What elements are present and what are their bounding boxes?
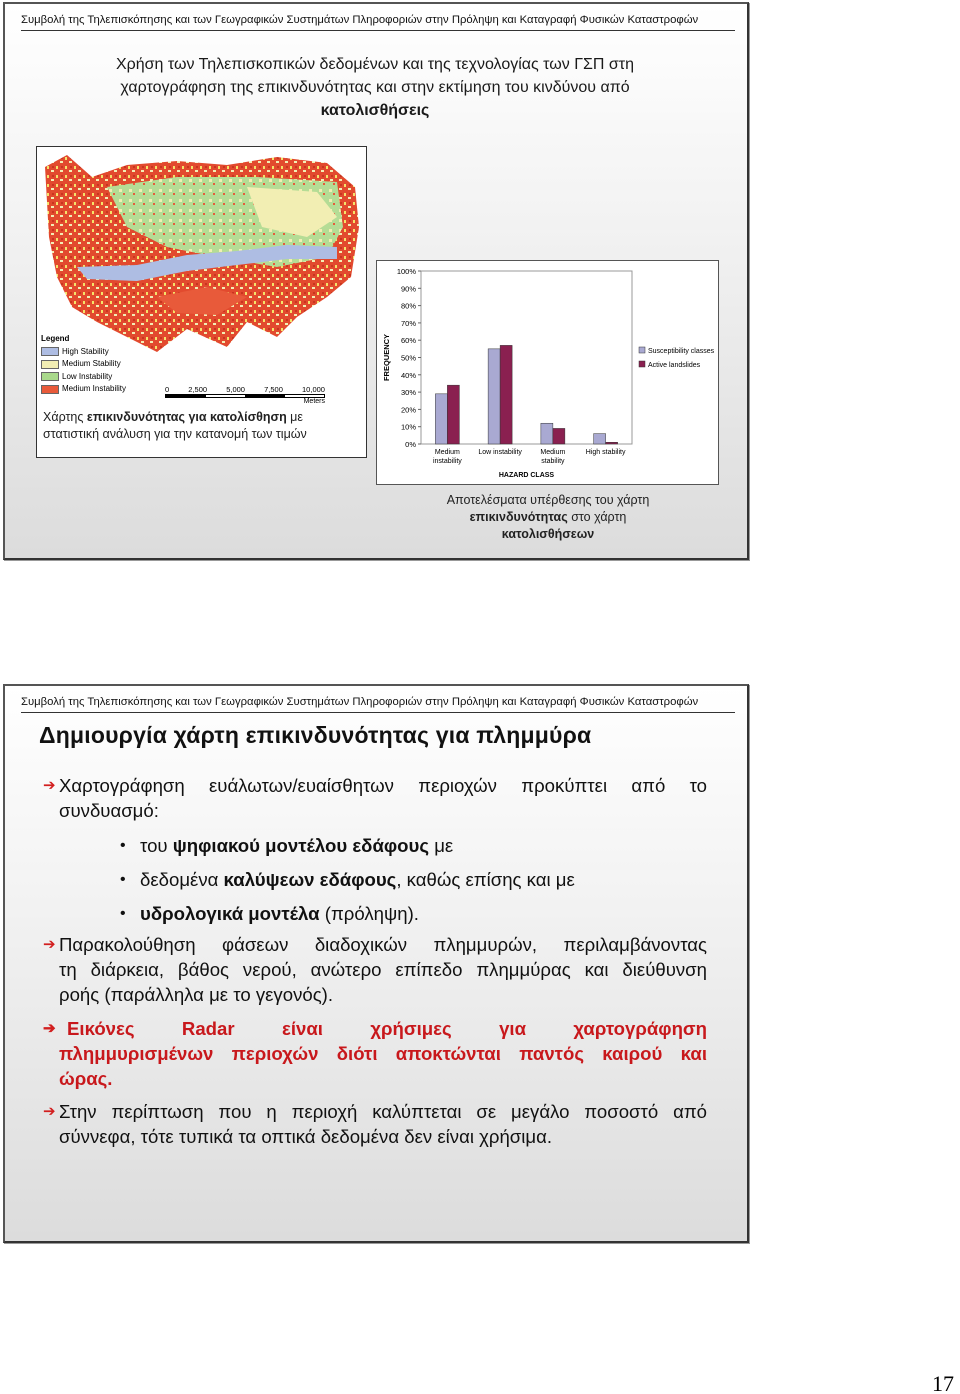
y-tick-label: 80% [400, 301, 416, 311]
hazard-frequency-chart [376, 260, 719, 485]
list-item: • του ψηφιακού μοντέλου εδάφους με [120, 834, 680, 868]
x-tick-label: High stability [585, 449, 626, 456]
slide-landslide-hazard [3, 2, 749, 560]
x-tick-label: Medium [540, 449, 566, 456]
list-item: • δεδομένα καλύψεων εδάφους, καθώς επίσης και με [120, 868, 680, 902]
map-scale-bar: 0 2,500 5,000 7,500 10,000 Meters [165, 385, 325, 405]
x-axis-label: HAZARD CLASS [498, 472, 555, 479]
arrow-bullet-icon: ➔ [43, 1020, 56, 1037]
y-tick-label: 0% [405, 440, 416, 449]
bar-susceptibility [541, 423, 553, 444]
arrow-bullet-icon: ➔ [43, 1103, 56, 1120]
paragraph-4: ➔ Στην περίπτωση που η περιοχή καλύπτεται σε μεγάλο ποσοστό από σύννεφα, τότε τυπικά τα οπτικά δεδομένα δεν είναι χρήσιμα. [43, 1101, 707, 1147]
legend-label: Active landslides [648, 362, 701, 369]
y-tick-label: 30% [400, 388, 416, 398]
slide-flood-hazard [3, 684, 749, 1243]
y-tick-label: 100% [396, 267, 416, 276]
x-tick-label: stability [541, 458, 565, 465]
arrow-bullet-icon: ➔ [43, 777, 56, 794]
bullet-list [120, 834, 680, 936]
map-caption: Χάρτης επικινδυνότητας για κατολίσθηση με στατιστική ανάλυση για την κατανομή των τιμών [43, 410, 307, 441]
bar-susceptibility [435, 394, 447, 444]
slide-header: Συμβολή της Τηλεπισκόπησης και των Γεωγραφικών Συστημάτων Πληροφοριών στην Πρόληψη και Καταγραφή Φυσικών Καταστροφών [21, 696, 735, 713]
x-tick-label: Medium [434, 449, 460, 456]
y-tick-label: 20% [400, 405, 416, 415]
slide-title: Δημιουργία χάρτη επικινδυνότητας για πλημμύρα [39, 722, 592, 748]
legend-swatch [41, 385, 59, 394]
y-tick-label: 50% [400, 353, 416, 363]
y-axis-label: FREQUENCY [382, 333, 391, 382]
landslide-hazard-map [36, 146, 367, 458]
legend-label: Susceptibility classes [648, 348, 715, 355]
paragraph-3: ➔ Εικόνες Radar είναι χρήσιμες για χαρτογράφηση πλημμυρισμένων περιοχών διότι αποκτώνται παντός καιρού και ώρας. [43, 1018, 707, 1089]
x-tick-label: instability [432, 458, 462, 465]
x-tick-label: Low instability [478, 449, 522, 456]
paragraph-1: ➔ Χαρτογράφηση ευάλωτων/ευαίσθητων περιοχών προκύπτει από το συνδυασμό: [43, 775, 707, 821]
legend-swatch [639, 361, 645, 367]
list-item: • υδρολογικά μοντέλα (πρόληψη). [120, 902, 680, 936]
map-legend: Legend High Stability Medium Stability Low Instability Medium Instability [41, 334, 127, 393]
bar-landslides [447, 385, 459, 444]
slide-header: Συμβολή της Τηλεπισκόπησης και των Γεωγραφικών Συστημάτων Πληροφοριών στην Πρόληψη και Καταγραφή Φυσικών Καταστροφών [21, 14, 735, 31]
legend-swatch [639, 347, 645, 353]
paragraph-2: ➔ Παρακολούθηση φάσεων διαδοχικών πλημμυρών, περιλαμβάνοντας τη διάρκεια, βάθος νερού, ανώτερο επίπεδο πλημμύρας και διεύθυνση ροής (παράλληλα με το γεγονός). [43, 934, 707, 1005]
bar-landslides [606, 442, 618, 444]
bar-susceptibility [488, 349, 500, 444]
legend-swatch [41, 360, 59, 369]
y-tick-label: 90% [400, 284, 416, 294]
y-tick-label: 60% [400, 336, 416, 346]
chart-svg [377, 261, 718, 484]
arrow-bullet-icon: ➔ [43, 936, 56, 953]
bar-landslides [553, 428, 565, 444]
slide-title: Χρήση των Τηλεπισκοπικών δεδομένων και της τεχνολογίας των ΓΣΠ στη χαρτογράφηση της επικινδυνότητας και στην εκτίμηση του κινδύνου από κατολισθήσεις [116, 56, 634, 119]
bar-landslides [500, 345, 512, 444]
bar-susceptibility [594, 434, 606, 444]
legend-swatch [41, 347, 59, 356]
legend-swatch [41, 372, 59, 381]
y-tick-label: 70% [400, 318, 416, 328]
page-number: 17 [932, 1371, 954, 1394]
y-tick-label: 40% [400, 370, 416, 380]
y-tick-label: 10% [400, 422, 416, 432]
chart-caption: Αποτελέσματα υπέρθεσης του χάρτη επικινδυνότητας στο χάρτη κατολισθήσεων [446, 493, 650, 541]
